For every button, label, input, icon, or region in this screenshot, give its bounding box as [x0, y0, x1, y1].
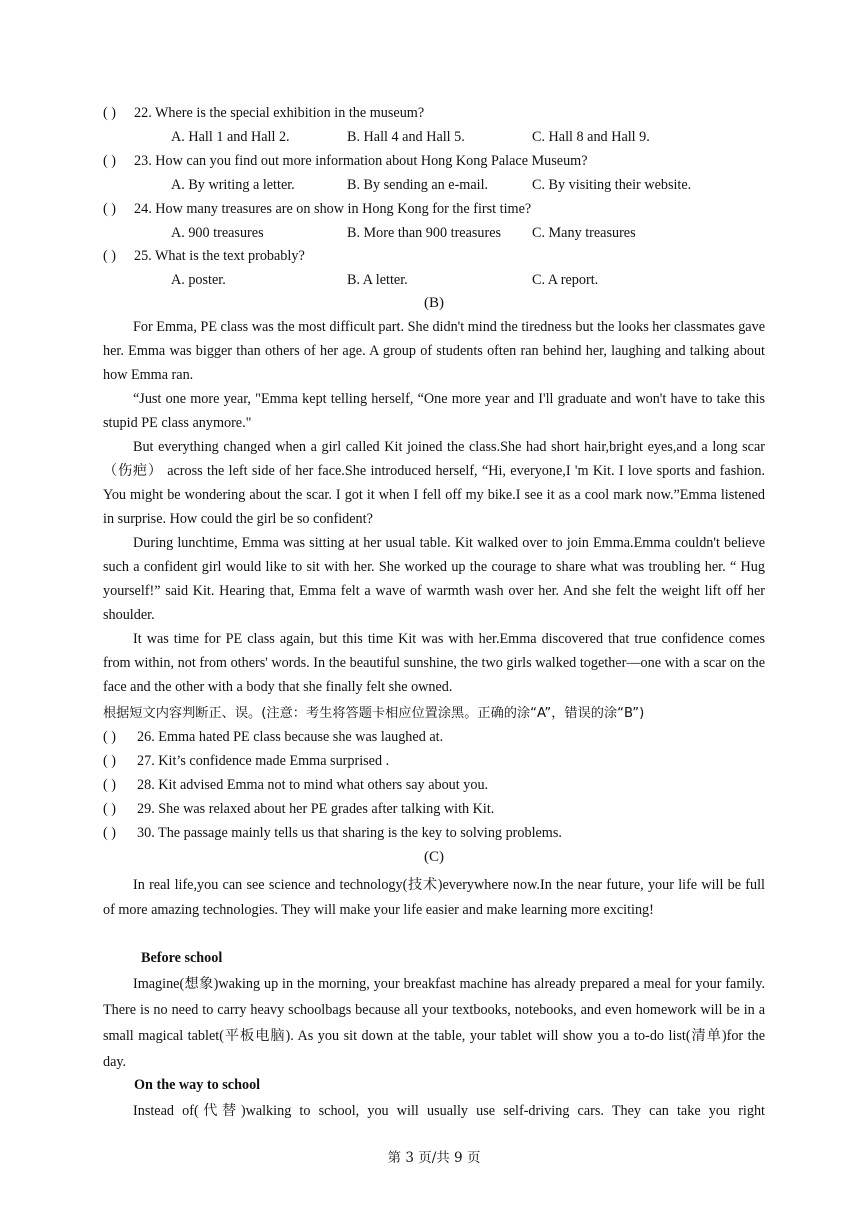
true-false-instruction: 根据短文内容判断正、误。(注意：考生将答题卡相应位置涂黑。正确的涂“A”，错误的涂“B”): [103, 706, 645, 721]
section-c-heading: (C): [424, 849, 444, 865]
option-b: B. A letter.: [347, 272, 408, 288]
option-a: A. 900 treasures: [171, 225, 264, 241]
answer-bracket: ( ): [103, 153, 116, 169]
statement-text: 26. Emma hated PE class because she was laughed at.: [137, 729, 444, 745]
option-c: C. Many treasures: [532, 225, 636, 241]
option-b: B. More than 900 treasures: [347, 225, 502, 241]
option-b: B. Hall 4 and Hall 5.: [347, 129, 465, 145]
answer-bracket: ( ): [103, 201, 116, 217]
option-c: C. Hall 8 and Hall 9.: [532, 129, 650, 145]
passage-paragraph: Imagine(想象)waking up in the morning, your breakfast machine has already prepared a meal for your family. There is no need to carry heavy schoolbags because all your textbooks, notebooks, and even homework will be in a small magical tablet(平板电脑). As you sit down at the table, your tablet will show you a to-do list(清单)for the day.: [103, 976, 765, 1070]
passage-paragraph: But everything changed when a girl called Kit joined the class.She had short hair,bright eyes,and a long scar（伤疤） across the left side of her face.She introduced herself, “Hi, everyone,I 'm Kit. I love sports and fashion. You might be wondering about the scar. I got it when I fell off my bike.I see it as a cool mark now.”Emma listened in surprise. How could the girl be so confident?: [103, 439, 765, 527]
passage-paragraph: It was time for PE class again, but this time Kit was with her.Emma discovered that true confidence comes from within, not from others' words. In the beautiful sunshine, the two girls walked together—one with a scar on the face and the other with a body that she finally felt she owned.: [103, 631, 765, 695]
question-text: 23. How can you find out more information about Hong Kong Palace Museum?: [134, 153, 588, 169]
statement-text: 30. The passage mainly tells us that sharing is the key to solving problems.: [137, 825, 562, 841]
statement-text: 28. Kit advised Emma not to mind what others say about you.: [137, 777, 489, 793]
statement-text: 27. Kit’s confidence made Emma surprised .: [137, 753, 390, 769]
option-b: B. By sending an e-mail.: [347, 177, 489, 193]
passage-paragraph: In real life,you can see science and technology(技术)everywhere now.In the near future, your life will be full of more amazing technologies. They will make your life easier and make learning more exciting!: [103, 877, 765, 918]
passage-paragraph: For Emma, PE class was the most difficult part. She didn't mind the tiredness but the looks her classmates gave her. Emma was bigger than others of her age. A group of students often ran behind her, laughing and talking about how Emma ran.: [103, 319, 765, 383]
subheading-before-school: Before school: [141, 950, 223, 966]
answer-bracket: ( ): [103, 753, 116, 769]
section-b-passage: [103, 315, 765, 699]
statement-text: 29. She was relaxed about her PE grades after talking with Kit.: [137, 801, 495, 817]
passage-paragraph: “Just one more year, "Emma kept telling herself, “One more year and I'll graduate and won't have to take this stupid PE class anymore.": [103, 391, 765, 431]
option-a: A. poster.: [171, 272, 226, 288]
question-text: 25. What is the text probably?: [134, 248, 305, 264]
option-c: C. By visiting their website.: [532, 177, 692, 193]
option-a: A. By writing a letter.: [171, 177, 295, 193]
answer-bracket: ( ): [103, 248, 116, 264]
answer-bracket: ( ): [103, 729, 116, 745]
answer-bracket: ( ): [103, 777, 116, 793]
passage-paragraph: Instead of(代替)walking to school, you will usually use self-driving cars. They can take you right: [133, 1103, 765, 1119]
question-text: 24. How many treasures are on show in Hong Kong for the first time?: [134, 201, 532, 217]
option-a: A. Hall 1 and Hall 2.: [171, 129, 290, 145]
section-b-heading: (B): [424, 295, 444, 311]
answer-bracket: ( ): [103, 801, 116, 817]
passage-paragraph: During lunchtime, Emma was sitting at her usual table. Kit walked over to join Emma.Emma couldn't believe such a confident girl would like to sit with her. She worked up the courage to share what was troubling her. “ Hug yourself!” said Kit. Hearing that, Emma felt a wave of warmth wash over her. And she felt the weight lift off her shoulder.: [103, 535, 765, 623]
page-number-footer: 第 3 页/共 9 页: [387, 1150, 481, 1166]
section-c-intro: [103, 873, 765, 923]
section-c-on-the-way: [103, 1099, 765, 1123]
answer-bracket: ( ): [103, 825, 116, 841]
option-c: C. A report.: [532, 272, 599, 288]
question-text: 22. Where is the special exhibition in the museum?: [134, 105, 425, 121]
section-c-before-school: [103, 971, 765, 1075]
answer-bracket: ( ): [103, 105, 116, 121]
subheading-on-the-way: On the way to school: [134, 1077, 261, 1093]
